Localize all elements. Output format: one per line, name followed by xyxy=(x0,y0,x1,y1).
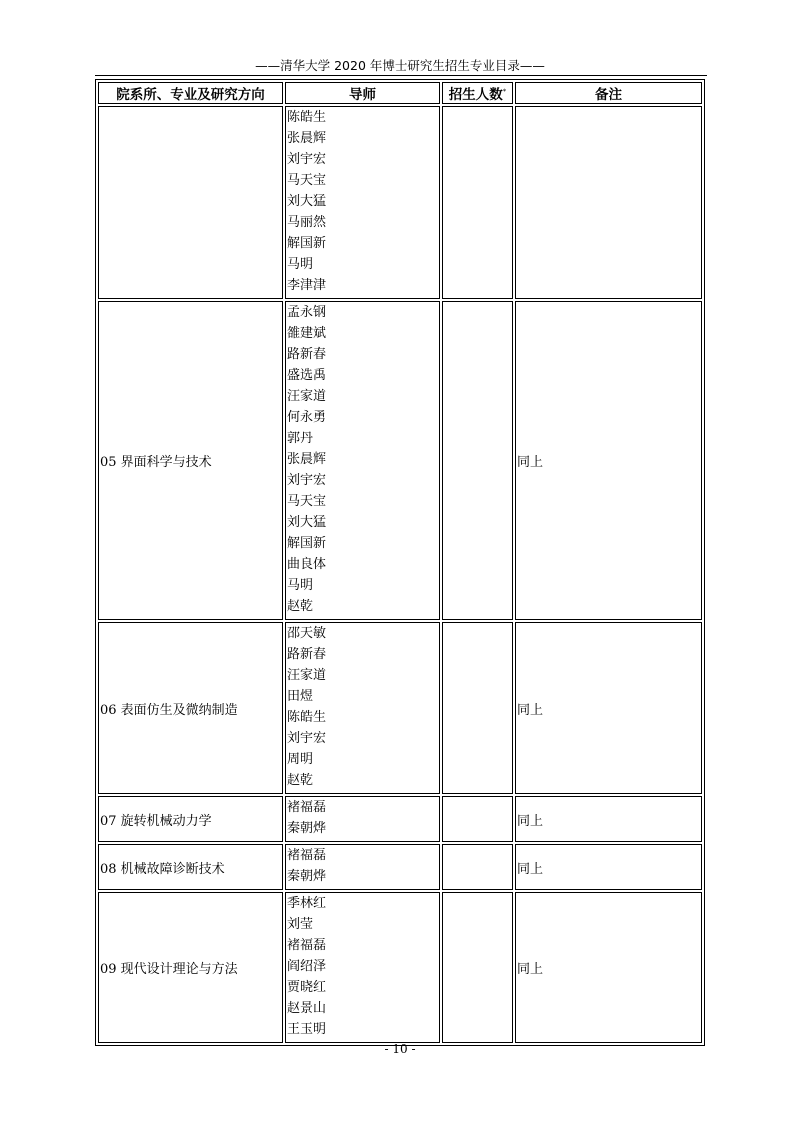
advisor-name: 周明 xyxy=(287,752,314,767)
advisor-name: 解国新 xyxy=(287,536,327,551)
remarks-cell: 同上 xyxy=(515,892,702,1043)
advisor-name: 王玉明 xyxy=(287,1022,327,1037)
remarks-cell: 同上 xyxy=(515,301,702,620)
cell-spacer xyxy=(287,617,439,619)
remarks-cell: 同上 xyxy=(515,622,702,794)
advisor-name: 秦朝烨 xyxy=(287,821,327,836)
advisor-name: 贾晓红 xyxy=(287,980,327,995)
advisor-name: 刘莹 xyxy=(287,917,314,932)
advisor-name: 季林红 xyxy=(287,896,327,911)
column-header-advisor: 导师 xyxy=(285,82,440,104)
table-row xyxy=(98,622,702,794)
quota-cell xyxy=(442,844,513,890)
program-cell: 07 旋转机械动力学 xyxy=(98,796,283,842)
program-cell: 09 现代设计理论与方法 xyxy=(98,892,283,1043)
advisor-name: 孟永钢 xyxy=(287,305,327,320)
quota-footnote-mark: * xyxy=(502,87,507,96)
remarks-cell: 同上 xyxy=(515,844,702,890)
advisor-name: 刘宇宏 xyxy=(287,473,327,488)
quota-cell xyxy=(442,301,513,620)
table-row xyxy=(98,106,702,299)
table-row xyxy=(98,844,702,890)
table-row xyxy=(98,892,702,1043)
advisor-name: 汪家道 xyxy=(287,389,327,404)
advisor-name: 刘宇宏 xyxy=(287,731,327,746)
advisor-name: 曲良体 xyxy=(287,557,327,572)
advisor-name: 汪家道 xyxy=(287,668,327,683)
advisor-name: 盛选禹 xyxy=(287,368,327,383)
advisor-name: 马明 xyxy=(287,578,314,593)
program-cell: 08 机械故障诊断技术 xyxy=(98,844,283,890)
quota-cell xyxy=(442,106,513,299)
program-cell: 05 界面科学与技术 xyxy=(98,301,283,620)
cell-spacer xyxy=(287,887,439,889)
advisor-name: 陈皓生 xyxy=(287,110,327,125)
advisor-name: 张晨辉 xyxy=(287,131,327,146)
advisor-name: 褚福磊 xyxy=(287,938,327,953)
cell-spacer xyxy=(287,839,439,841)
table-row xyxy=(98,301,702,620)
program-catalog-table xyxy=(95,79,705,1046)
table-row xyxy=(98,796,702,842)
column-header-program: 院系所、专业及研究方向 xyxy=(98,82,283,104)
page-number: - 10 - xyxy=(384,1042,416,1056)
advisor-name: 解国新 xyxy=(287,236,327,251)
advisor-name: 刘大猛 xyxy=(287,515,327,530)
cell-spacer xyxy=(287,791,439,793)
advisor-name: 赵乾 xyxy=(287,773,314,788)
advisor-name: 马明 xyxy=(287,257,314,272)
table-header-row xyxy=(98,82,702,104)
advisor-name: 邵天敏 xyxy=(287,626,327,641)
advisors-cell xyxy=(285,892,440,1043)
remarks-cell xyxy=(515,106,702,299)
advisor-name: 刘大猛 xyxy=(287,194,327,209)
advisor-name: 阎绍泽 xyxy=(287,959,327,974)
advisor-name: 李津津 xyxy=(287,278,327,293)
advisor-name: 褚福磊 xyxy=(287,848,327,863)
advisor-name: 路新春 xyxy=(287,647,327,662)
column-header-remarks: 备注 xyxy=(515,82,702,104)
program-cell xyxy=(98,106,283,299)
advisor-name: 褚福磊 xyxy=(287,800,327,815)
advisor-name: 马丽然 xyxy=(287,215,327,230)
advisor-name: 路新春 xyxy=(287,347,327,362)
table-body xyxy=(98,106,702,1043)
advisors-cell xyxy=(285,301,440,620)
column-header-quota: 招生人数* xyxy=(442,82,513,104)
advisor-name: 刘宇宏 xyxy=(287,152,327,167)
program-cell: 06 表面仿生及微纳制造 xyxy=(98,622,283,794)
page-header: ——清华大学 2020 年博士研究生招生专业目录—— xyxy=(255,58,545,73)
advisor-name: 秦朝烨 xyxy=(287,869,327,884)
remarks-cell: 同上 xyxy=(515,796,702,842)
quota-cell xyxy=(442,622,513,794)
advisor-name: 田煜 xyxy=(287,689,314,704)
advisors-cell xyxy=(285,796,440,842)
advisor-name: 雒建斌 xyxy=(287,326,327,341)
advisor-name: 何永勇 xyxy=(287,410,327,425)
quota-cell xyxy=(442,892,513,1043)
advisors-cell xyxy=(285,622,440,794)
advisor-name: 陈皓生 xyxy=(287,710,327,725)
advisors-cell xyxy=(285,106,440,299)
cell-spacer xyxy=(287,296,439,298)
advisor-name: 赵景山 xyxy=(287,1001,327,1016)
advisor-name: 赵乾 xyxy=(287,599,314,614)
advisor-name: 张晨辉 xyxy=(287,452,327,467)
header-rule xyxy=(95,75,707,76)
advisor-name: 郭丹 xyxy=(287,431,314,446)
advisor-name: 马天宝 xyxy=(287,494,327,509)
advisor-name: 马天宝 xyxy=(287,173,327,188)
advisors-cell xyxy=(285,844,440,890)
quota-cell xyxy=(442,796,513,842)
